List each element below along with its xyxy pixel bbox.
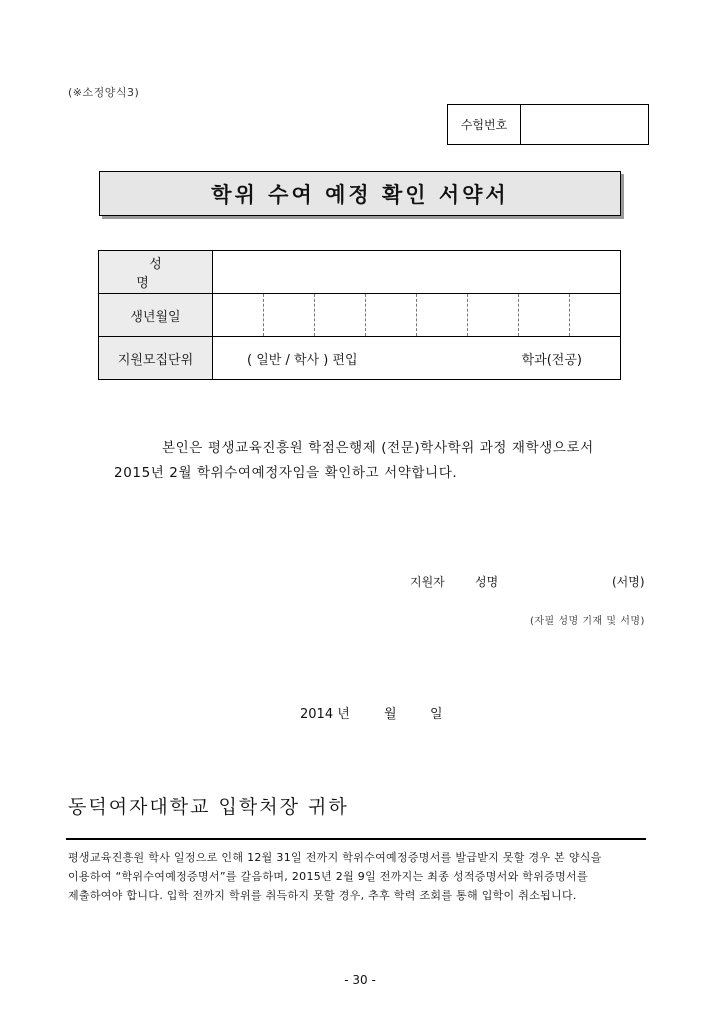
statement-line: 2015년 2월 학위수여예정자임을 확인하고 서약합니다. xyxy=(114,465,458,481)
document-title: 학위 수여 예정 확인 서약서 xyxy=(99,171,621,216)
signature-sign-label: (서명) xyxy=(612,575,645,589)
birth-date-cell[interactable] xyxy=(366,294,417,336)
exam-number-field[interactable] xyxy=(521,105,648,144)
transfer-type-option: ( 일반 / 학사 ) 편입 xyxy=(247,352,358,368)
notice-line: 이용하여 “학위수여예정증명서”를 갈음하며, 2015년 2월 9일 전까지는 최종 성적증명서와 학위증명서를 xyxy=(68,870,588,883)
pledge-statement xyxy=(114,436,634,486)
signature-note: (자필 성명 기재 및 서명) xyxy=(530,616,645,627)
birth-date-cell[interactable] xyxy=(315,294,366,336)
birth-date-cell[interactable] xyxy=(468,294,519,336)
birth-date-cell[interactable] xyxy=(519,294,570,336)
exam-number-label: 수험번호 xyxy=(448,105,521,144)
name-label: 성 명 xyxy=(99,251,213,294)
date-day: 일 xyxy=(430,707,443,722)
birth-date-cell[interactable] xyxy=(570,294,620,336)
department-label: 학과(전공) xyxy=(521,352,582,368)
birth-date-cell[interactable] xyxy=(417,294,468,336)
date-year: 2014 년 xyxy=(300,707,350,722)
birth-date-field[interactable] xyxy=(213,294,621,337)
notice-line: 제출하여야 합니다. 입학 전까지 학위를 취득하지 못할 경우, 추후 학력 조회를 통해 입학이 취소됩니다. xyxy=(68,889,577,902)
notice-text xyxy=(68,848,656,905)
birth-date-cell[interactable] xyxy=(213,294,264,336)
birth-date-label: 생년월일 xyxy=(99,294,213,337)
birth-date-cell[interactable] xyxy=(264,294,315,336)
page-number: - 30 - xyxy=(344,973,376,987)
exam-number-box xyxy=(447,104,649,145)
signature-name-label: 성명 xyxy=(475,575,499,589)
name-field[interactable] xyxy=(213,251,621,294)
statement-line: 본인은 평생교육진흥원 학점은행제 (전문)학사학위 과정 재학생으로서 xyxy=(162,440,594,456)
recruit-unit-label: 지원모집단위 xyxy=(99,337,213,380)
recruit-unit-field[interactable] xyxy=(213,337,621,380)
addressee: 동덕여자대학교 입학처장 귀하 xyxy=(68,796,349,818)
divider xyxy=(66,838,646,840)
applicant-info-table xyxy=(98,250,621,380)
date-month: 월 xyxy=(384,707,397,722)
form-number: (※소정양식3) xyxy=(68,86,140,99)
notice-line: 평생교육진흥원 학사 일정으로 인해 12월 31일 전까지 학위수여예정증명서를 발급받지 못할 경우 본 양식을 xyxy=(68,851,602,864)
applicant-label: 지원자 xyxy=(410,575,445,589)
